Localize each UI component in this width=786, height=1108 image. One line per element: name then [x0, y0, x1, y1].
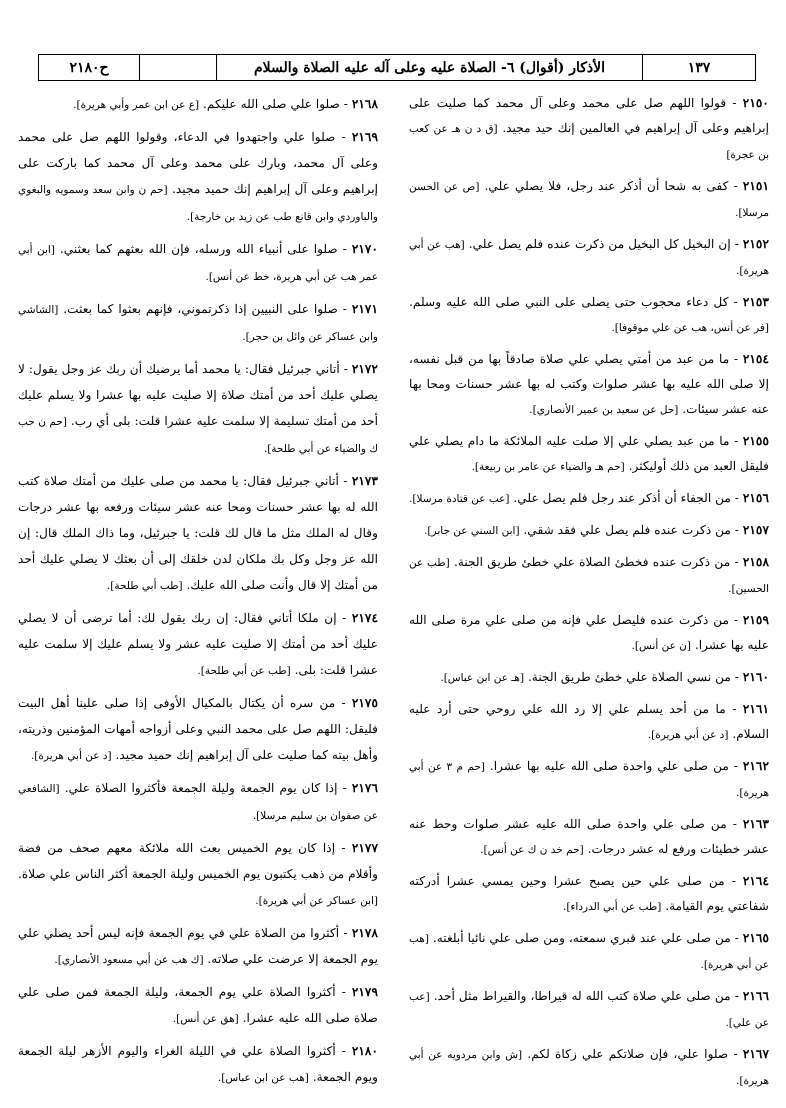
- hadith-dash: -: [730, 491, 743, 505]
- hadith-dash: -: [725, 702, 743, 716]
- hadith-number: ٢١٧١: [351, 302, 378, 316]
- hadith-dash: -: [335, 1044, 352, 1058]
- hadith-number: ٢١٦٧: [742, 1047, 770, 1061]
- page-header: [38, 54, 756, 81]
- hadith-source-reference: [د عن أبي هريرة].: [647, 729, 729, 741]
- hadith-dash: -: [335, 130, 352, 144]
- hadith-text: من الجفاء أن أذكر عند رجل فلم يصل علي.: [513, 491, 731, 505]
- hadith-source-reference: [ع عن ابن عمر وأبي هريرة].: [73, 99, 200, 111]
- hadith-entry: [18, 356, 378, 462]
- hadith-number: ٢١٥٤: [742, 352, 769, 366]
- hadith-entry: [18, 124, 378, 230]
- hadith-text: من صلى علي واحدة صلى الله عليه بها عشرا.: [489, 759, 729, 773]
- hadith-dash: -: [730, 523, 743, 537]
- hadith-text: قولوا اللهم صل على محمد وعلى آل محمد كما صليت على إبراهيم وعلى آل إبراهيم في العالمين إنك حيد مجيد.: [409, 96, 769, 135]
- hadith-dash: -: [728, 759, 743, 773]
- hadith-entry: [409, 697, 769, 748]
- hadith-dash: -: [728, 295, 743, 309]
- hadith-source-reference: [حم ن حب ك والضياء عن أبي طلحة].: [18, 416, 378, 455]
- hadith-dash: -: [338, 474, 352, 488]
- hadith-text: إذا كان يوم الجمعة وليلة الجمعة فأكثروا الصلاة علي.: [64, 781, 338, 795]
- hadith-dash: -: [336, 611, 352, 625]
- hadith-dash: -: [730, 989, 743, 1003]
- hadith-number: ٢١٥٠: [742, 96, 769, 110]
- hadith-text: من ذكرت عنده فلم يصل علي فقد شقي.: [523, 523, 731, 537]
- hadith-number: ٢١٧٩: [351, 985, 378, 999]
- hadith-dash: -: [337, 302, 352, 316]
- hadith-source-reference: [حل عن سعيد بن عمير الأنصاري].: [529, 404, 679, 416]
- hadith-dash: -: [730, 670, 743, 684]
- hadith-number: ٢١٥٢: [742, 237, 770, 251]
- hadith-entry: [409, 232, 769, 284]
- hadith-text: ما من عبد من أمتي يصلي علي صلاة صادقاً بها من قبل نفسه، إلا صلى الله عليه بها عشر صلوات وكتب له بها عشر حسنات ومحا بها عنه عشر سيئات.: [409, 352, 769, 416]
- hadith-text: أكثروا الصلاة علي في الليلة الغراء واليوم الأزهر ليلة الجمعة ويوم الجمعة.: [18, 1044, 378, 1084]
- header-blank-cell: [139, 55, 216, 80]
- hadith-number: ٢١٥٨: [742, 555, 770, 569]
- hadith-number: ٢١٧٨: [351, 926, 378, 940]
- hadith-number: ٢١٥١: [742, 179, 769, 193]
- hadith-source-reference: [ابن السني عن جابر].: [424, 525, 520, 537]
- hadith-text: من سره أن يكتال بالمكيال الأوفى إذا صلى علينا أهل البيت فليقل: اللهم صل على محمد النبي وعلى أزواجه أمهات المؤمنين وذريته، وأهل بيته كما صليت على آل إبراهيم إنك حميد مجيد.: [18, 696, 378, 762]
- hadith-text: كل دعاء محجوب حتى يصلى على النبي صلى الله عليه وسلم.: [409, 295, 729, 309]
- hadith-entry: [409, 926, 769, 978]
- hadith-entry: [409, 812, 769, 863]
- hadith-source-reference: [طب أبي طلحة].: [106, 580, 183, 592]
- hadith-source-reference: [حم هـ والضياء عن عامر بن ربيعة].: [471, 461, 625, 473]
- hadith-source-reference: [ق د ن هـ عن كعب بن عجرة]: [409, 123, 769, 161]
- hadith-source-reference: [طب عن الحسين].: [409, 557, 769, 595]
- hadith-entry: [409, 91, 769, 168]
- hadith-number: ٢١٥٥: [742, 434, 769, 448]
- hadith-source-reference: [طب عن أبي طلحة].: [197, 665, 291, 677]
- hadith-dash: -: [728, 1047, 743, 1061]
- hadith-entry: [409, 429, 769, 480]
- header-chapter-title: الأذكار (أقوال) ٦- الصلاة عليه وعلى آله عليه الصلاة والسلام: [216, 55, 642, 80]
- hadith-entry: [18, 979, 378, 1032]
- hadith-dash: -: [729, 352, 743, 366]
- hadith-entry: [18, 690, 378, 769]
- hadith-dash: -: [730, 931, 743, 945]
- hadith-source-reference: [ابن عساكر عن أبي هريرة].: [255, 895, 378, 907]
- hadith-source-reference: [ش وابن مردويه عن أبي هريرة].: [409, 1049, 769, 1087]
- hadith-text: من ذكرت عنده فخطئ الصلاة علي خطئ طريق الجنة.: [453, 555, 731, 569]
- hadith-source-reference: [حم خد ن ك عن أنس].: [480, 844, 584, 856]
- hadith-text: صلوا علي، فإن صلاتكم علي زكاة لكم.: [527, 1047, 729, 1061]
- hadith-entry: [18, 605, 378, 684]
- hadith-text: أتاني جبرئيل فقال: يا محمد من صلى عليك من أمتك صلاة كتب الله له بها عشر حسنات ومحا عنه عشر سيئات ورفعه بها عشر درجات وقال له الملك مثل ما قال لك قلت: يا جبرئيل، وما ذاك الملك قال: إن الله عز وجل وكل بك ملكان لدن خلقك إلى أن بعثك لا يصلي عليك أحد من أمتك إلا قال وأنت صلى الله عليك.: [18, 474, 378, 592]
- hadith-number: ٢١٧٠: [351, 242, 378, 256]
- hadith-entry: [409, 665, 769, 691]
- hadith-number: ٢١٦٤: [742, 874, 769, 888]
- hadith-entry: [18, 920, 378, 973]
- header-page-number: ١٣٧: [642, 55, 755, 80]
- hadith-text: أكثروا من الصلاة علي في يوم الجمعة فإنه ليس أحد يصلي علي يوم الجمعة إلا عرضت علي صلاته.: [18, 926, 378, 966]
- hadith-source-reference: [عب عن قتادة مرسلا].: [409, 493, 510, 505]
- hadith-dash: -: [729, 434, 743, 448]
- hadith-text: صلوا على أنبياء الله ورسله، فإن الله بعثهم كما بعثني.: [59, 242, 338, 256]
- hadith-entry: [409, 174, 769, 226]
- hadith-text: أتاني جبرئيل فقال: يا محمد أما يرضيك أن ربك عز وجل يقول: لا يصلي عليك أحد من أمتك صلاة إلا صليت عليه بها عشرا ولا يسلم عليك أحد من أمتك تسليمة إلا سلمت عليه عشرا قلت: بلى أي رب.: [18, 362, 379, 428]
- hadith-source-reference: [هب عن ابن عباس].: [217, 1072, 309, 1084]
- hadith-source-reference: [ن عن أنس].: [631, 640, 691, 652]
- hadith-entry: [409, 290, 769, 341]
- hadith-dash: -: [337, 242, 352, 256]
- hadith-text: صلوا على النبيين إذا ذكرتموني، فإنهم بعثوا كما بعثت.: [63, 302, 338, 316]
- hadith-dash: -: [335, 696, 352, 710]
- hadith-entry: [409, 1042, 769, 1094]
- hadith-number: ٢١٧٤: [351, 611, 378, 625]
- left-column: [18, 91, 378, 1097]
- hadith-entry: [18, 91, 378, 118]
- hadith-number: ٢١٥٩: [742, 613, 769, 627]
- hadith-number: ٢١٥٦: [742, 491, 769, 505]
- hadith-dash: -: [335, 841, 352, 855]
- hadith-source-reference: [هب عن أبي هريرة].: [409, 239, 769, 277]
- hadith-number: ٢١٦٥: [742, 931, 769, 945]
- hadith-number: ٢١٧٢: [351, 362, 378, 376]
- hadith-entry: [409, 608, 769, 659]
- hadith-number: ٢١٦٨: [351, 97, 378, 111]
- hadith-entry: [409, 550, 769, 602]
- hadith-number: ٢١٧٧: [351, 841, 378, 855]
- hadith-entry: [409, 518, 769, 544]
- hadith-text: صلوا علي واجتهدوا في الدعاء، وقولوا اللهم صل على محمد وعلى آل محمد، وبارك على محمد وعلى آل محمد كما باركت على إبراهيم وعلى آل إبراهيم إنك حميد مجيد.: [18, 130, 379, 196]
- hadith-source-reference: [حم م ٣ عن أبي هريرة].: [409, 761, 769, 799]
- hadith-dash: -: [728, 179, 743, 193]
- hadith-entry: [18, 775, 378, 829]
- hadith-text: ما من أحد يسلم علي إلا رد الله علي روحي حتى أرد عليه السلام.: [409, 702, 769, 741]
- hadith-entry: [18, 835, 378, 914]
- hadith-text: أكثروا الصلاة علي يوم الجمعة، وليلة الجمعة فمن صلى علي صلاة صلى الله عليه عشرا.: [18, 985, 378, 1025]
- hadith-dash: -: [339, 97, 352, 111]
- hadith-number: ٢١٦٣: [742, 817, 770, 831]
- hadith-text: صلوا علي صلى الله عليكم.: [203, 97, 340, 111]
- hadith-number: ٢١٧٥: [351, 696, 379, 710]
- hadith-source-reference: [الشاشي وابن عساكر عن وائل بن حجر].: [18, 304, 378, 343]
- hadith-number: ٢١٥٣: [742, 295, 769, 309]
- hadith-number: ٢١٧٣: [351, 474, 378, 488]
- hadith-dash: -: [339, 926, 352, 940]
- hadith-entry: [18, 468, 378, 599]
- hadith-text: من صلى علي واحدة صلى الله عليه عشر صلوات وحط عنه عشر خطيئات ورفع له عشر درجات.: [409, 817, 769, 856]
- hadith-number: ٢١٥٧: [742, 523, 769, 537]
- hadith-text: ما من عبد يصلي علي إلا صلت عليه الملائكة ما دام يصلي علي فليقل العبد من ذلك أوليكثر.: [409, 434, 769, 473]
- hadith-source-reference: [هب عن أبي هريرة].: [409, 933, 769, 971]
- hadith-entry: [409, 347, 769, 423]
- hadith-text: من ذكرت عنده فليصل علي فإنه من صلى علي مرة صلى الله عليه بها عشرا.: [409, 613, 769, 652]
- hadith-text: من صلى علي حين يصبح عشرا وحين يمسي عشرا أدركته شفاعتي يوم القيامة.: [409, 874, 769, 913]
- hadith-text: إذا كان يوم الخميس بعث الله ملائكة معهم صحف من فضة وأقلام من ذهب يكتبون يوم الخميس وليلة الجمعة أكثر الناس علي صلاة.: [18, 841, 378, 881]
- hadith-source-reference: [الشافعي عن صفوان بن سليم مرسلا].: [18, 783, 378, 822]
- hadith-source-reference: [د عن أبي هريرة].: [30, 750, 112, 762]
- hadith-source-reference: [فر عن أنس، هب عن علي موقوفا].: [611, 322, 769, 334]
- hadith-dash: -: [724, 874, 743, 888]
- hadith-text: كفى به شحا أن أذكر عند رجل، فلا يصلي علي.: [484, 179, 729, 193]
- hadith-number: ٢١٧٦: [351, 781, 378, 795]
- hadith-text: من صلى علي عند قبري سمعته، ومن صلى علي نائيا أبلغته.: [432, 931, 731, 945]
- hadith-entry: [18, 236, 378, 290]
- hadith-dash: -: [339, 362, 352, 376]
- hadith-source-reference: [عب عن علي].: [409, 991, 769, 1029]
- hadith-entry: [409, 486, 769, 512]
- hadith-entry: [18, 296, 378, 350]
- hadith-number: ٢١٦٢: [742, 759, 769, 773]
- hadith-source-reference: [حم ن وابن سعد وسمويه والبغوي والباوردي وابن قانع طب عن زيد بن خارجة].: [18, 184, 378, 223]
- hadith-number: ٢١٦٦: [742, 989, 769, 1003]
- hadith-dash: -: [730, 237, 743, 251]
- hadith-entry: [409, 869, 769, 920]
- hadith-number: ٢١٦١: [742, 702, 770, 716]
- header-hadith-range: ح٢١٨٠: [69, 59, 109, 76]
- hadith-text: إن البخيل كل البخيل من ذكرت عنده فلم يصل علي.: [468, 237, 731, 251]
- hadith-source-reference: [طب عن أبي الدرداء].: [563, 901, 662, 913]
- hadith-dash: -: [726, 96, 743, 110]
- hadith-number: ٢١٨٠: [351, 1044, 378, 1058]
- hadith-dash: -: [730, 555, 743, 569]
- hadith-dash: -: [337, 781, 352, 795]
- hadith-number: ٢١٦٩: [351, 130, 378, 144]
- right-column: [409, 91, 769, 1100]
- hadith-dash: -: [726, 817, 743, 831]
- hadith-source-reference: [ابن أبي عمر هب عن أبي هريرة، خط عن أنس].: [18, 244, 378, 283]
- hadith-source-reference: [ص عن الحسن مرسلا].: [409, 181, 769, 219]
- hadith-source-reference: [هـ عن ابن عباس].: [440, 672, 525, 684]
- hadith-entry: [409, 754, 769, 806]
- hadith-number: ٢١٦٠: [742, 670, 769, 684]
- hadith-source-reference: [هق عن أنس].: [172, 1013, 239, 1025]
- hadith-text: من صلى علي صلاة كتب الله له قيراطا، والقيراط مثل أحد.: [433, 989, 731, 1003]
- hadith-dash: -: [729, 613, 743, 627]
- hadith-entry: [409, 984, 769, 1036]
- hadith-entry: [18, 1038, 378, 1091]
- hadith-source-reference: [ك هب عن أبي مسعود الأنصاري].: [54, 954, 204, 966]
- hadith-text: من نسي الصلاة علي خطئ طريق الجنة.: [527, 670, 731, 684]
- hadith-text: إن ملكا أتاني فقال: إن ربك يقول لك: أما ترضى أن لا يصلي عليك أحد من أمتك إلا صليت عليه عشر ولا يسلم عليك إلا سلمت عليه عشرا قلت: بلى.: [18, 611, 378, 677]
- hadith-dash: -: [335, 985, 352, 999]
